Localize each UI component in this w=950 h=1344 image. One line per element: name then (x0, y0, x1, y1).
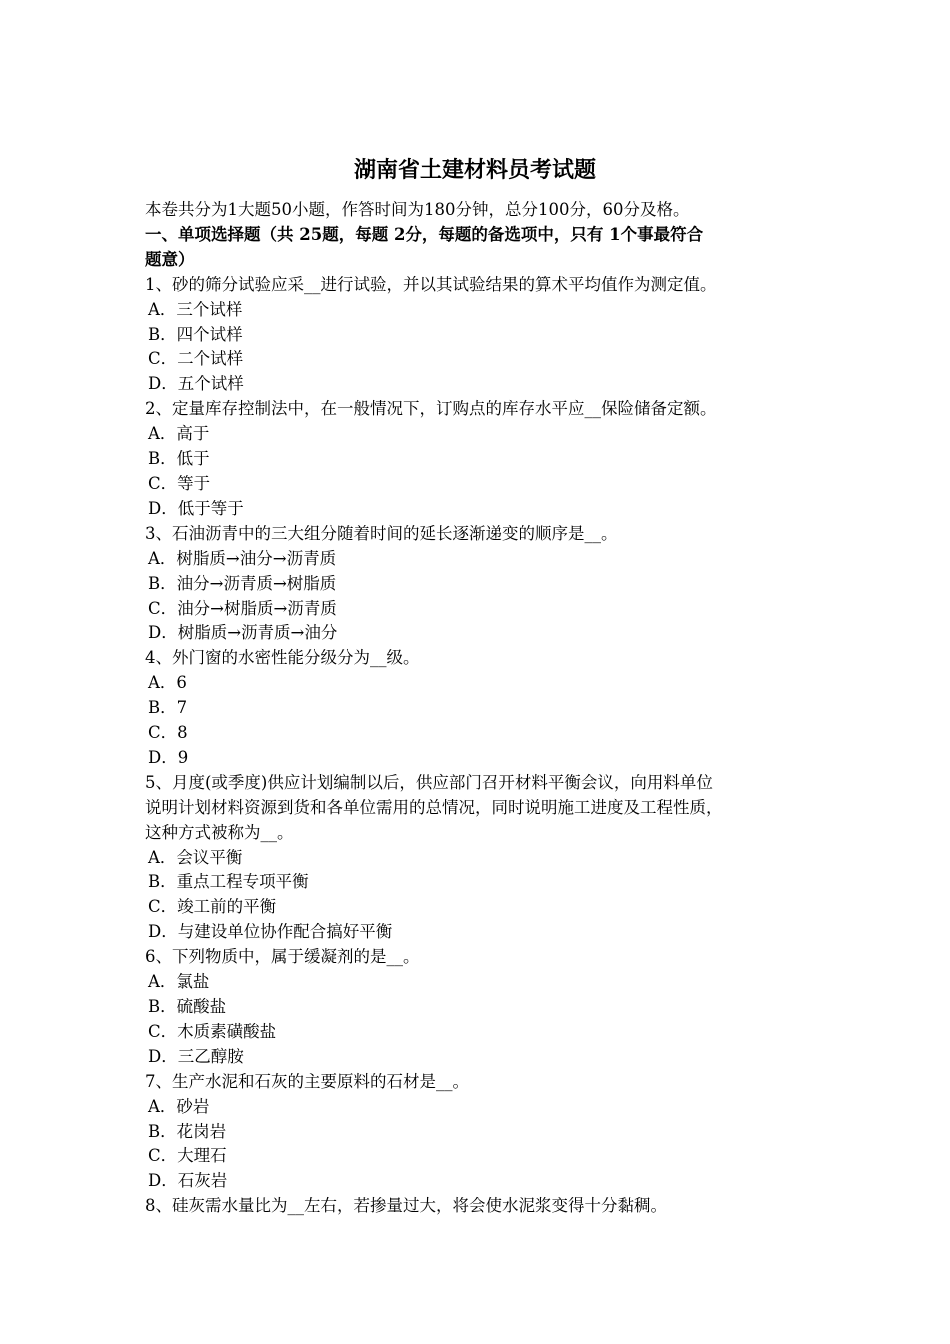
question-stem: 1、砂的筛分试验应采__进行试验，并以其试验结果的算术平均值作为测定值。 (145, 274, 717, 294)
question-stem-line-1: 5、月度(或季度)供应计划编制以后，供应部门召开材料平衡会议，向用料单位 (145, 772, 713, 792)
option-c: C．竣工前的平衡 (148, 897, 277, 917)
option-b: B．7 (148, 698, 188, 718)
exam-intro: 本卷共分为1大题50小题，作答时间为180分钟，总分100分，60分及格。 (145, 200, 690, 219)
option-b: B．四个试样 (148, 324, 243, 344)
option-b: B．重点工程专项平衡 (148, 872, 309, 892)
question-7 (145, 1070, 815, 1195)
option-a: A．6 (148, 673, 187, 693)
question-3 (145, 522, 815, 647)
question-stem: 3、石油沥青中的三大组分随着时间的延长逐渐递变的顺序是__。 (145, 523, 618, 543)
option-c: C．二个试样 (148, 349, 244, 369)
question-5 (145, 771, 815, 945)
question-stem-line-3: 这种方式被称为__。 (145, 822, 294, 842)
option-d: D．9 (148, 747, 189, 767)
option-a: A．三个试样 (148, 299, 243, 319)
question-2 (145, 397, 815, 522)
question-stem: 7、生产水泥和石灰的主要原料的石材是__。 (145, 1071, 469, 1091)
question-stem: 4、外门窗的水密性能分级分为__级。 (145, 648, 420, 668)
option-c: C．等于 (148, 473, 211, 493)
option-c: C．油分→树脂质→沥青质 (148, 598, 337, 618)
option-d: D．低于等于 (148, 498, 244, 518)
option-d: D．树脂质→沥青质→油分 (148, 623, 338, 643)
question-8 (145, 1194, 815, 1219)
option-d: D．五个试样 (148, 374, 244, 394)
section-heading-line-2: 题意） (145, 249, 195, 269)
document-title: 湖南省土建材料员考试题 (353, 157, 596, 183)
option-c: C．8 (148, 723, 188, 743)
section-heading-line-1: 一、单项选择题（共 25题，每题 2分，每题的备选项中，只有 1个事最符合 (145, 224, 704, 244)
option-b: B．油分→沥青质→树脂质 (148, 573, 337, 593)
option-b: B．花岗岩 (148, 1121, 227, 1141)
option-c: C．木质素磺酸盐 (148, 1021, 277, 1041)
option-b: B．硫酸盐 (148, 997, 227, 1016)
document-body (145, 198, 815, 1219)
option-b: B．低于 (148, 449, 210, 469)
option-a: A．会议平衡 (148, 847, 243, 867)
question-6 (145, 945, 815, 1070)
question-4 (145, 646, 815, 771)
option-d: D．石灰岩 (148, 1171, 228, 1191)
option-a: A．高于 (148, 424, 210, 444)
question-1 (145, 273, 815, 398)
question-stem: 2、定量库存控制法中，在一般情况下，订购点的库存水平应__保险储备定额。 (145, 399, 717, 419)
question-stem-line-2: 说明计划材料资源到货和各单位需用的总情况，同时说明施工进度及工程性质， (145, 797, 723, 817)
option-d: D．三乙醇胺 (148, 1046, 244, 1066)
option-a: A．氯盐 (148, 972, 210, 992)
option-a: A．树脂质→油分→沥青质 (148, 548, 337, 568)
question-stem: 6、下列物质中，属于缓凝剂的是__。 (145, 947, 420, 967)
option-d: D．与建设单位协作配合搞好平衡 (148, 922, 393, 942)
question-stem: 8、硅灰需水量比为__左右，若掺量过大，将会使水泥浆变得十分黏稠。 (145, 1196, 667, 1216)
option-c: C．大理石 (148, 1146, 227, 1166)
option-a: A．砂岩 (148, 1096, 210, 1116)
